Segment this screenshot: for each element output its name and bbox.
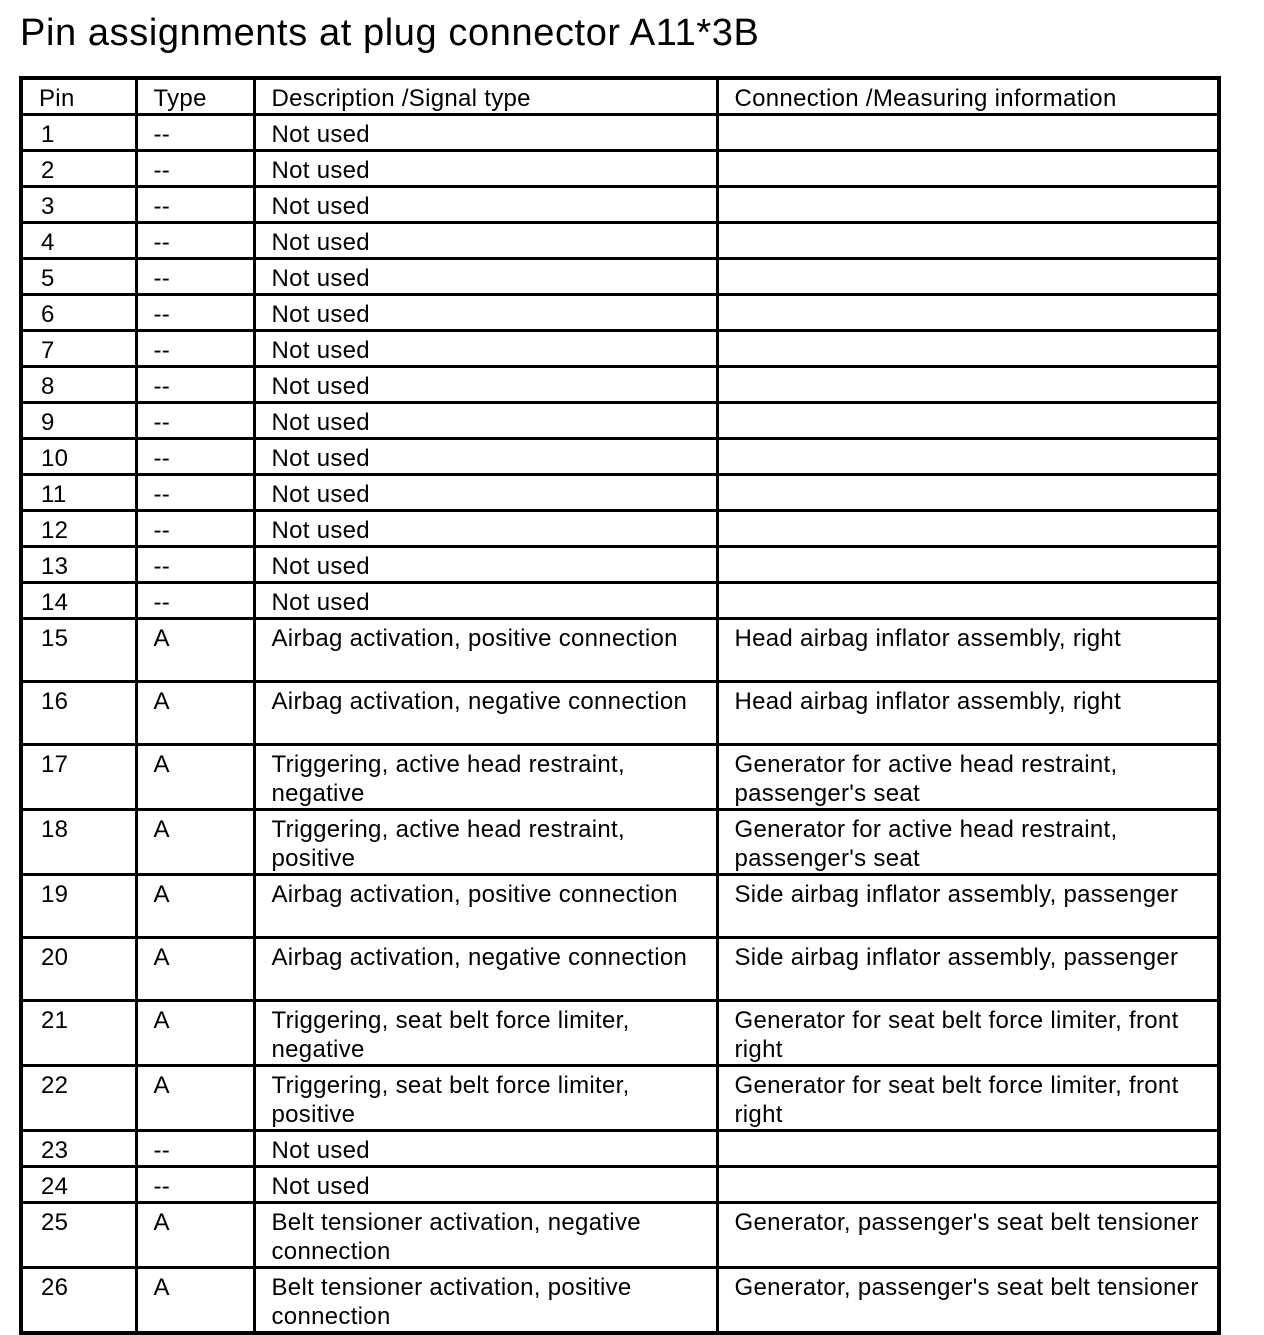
connection-cell: Side airbag inflator assembly, passenger	[717, 938, 1219, 1001]
table-row	[21, 439, 1219, 475]
table-row	[21, 938, 1219, 1001]
type-cell: A	[136, 810, 254, 875]
description-cell: Airbag activation, positive connection	[254, 875, 717, 938]
connection-cell	[717, 295, 1219, 331]
connection-cell	[717, 511, 1219, 547]
connection-cell	[717, 439, 1219, 475]
connection-cell	[717, 583, 1219, 619]
type-cell: A	[136, 682, 254, 745]
pin-cell: 5	[21, 259, 136, 295]
pin-cell: 13	[21, 547, 136, 583]
description-cell: Triggering, seat belt force limiter, negative	[254, 1001, 717, 1066]
connection-cell	[717, 367, 1219, 403]
connection-cell: Generator for seat belt force limiter, front right	[717, 1001, 1219, 1066]
pin-cell: 20	[21, 938, 136, 1001]
type-cell: --	[136, 583, 254, 619]
table-row	[21, 1203, 1219, 1268]
description-cell: Not used	[254, 547, 717, 583]
pin-cell: 12	[21, 511, 136, 547]
description-cell: Not used	[254, 331, 717, 367]
description-cell: Not used	[254, 439, 717, 475]
pin-cell: 23	[21, 1131, 136, 1167]
table-row	[21, 1066, 1219, 1131]
description-cell: Airbag activation, negative connection	[254, 938, 717, 1001]
table-row	[21, 115, 1219, 151]
pin-cell: 19	[21, 875, 136, 938]
table-row	[21, 511, 1219, 547]
description-cell: Not used	[254, 367, 717, 403]
table-row	[21, 1167, 1219, 1203]
description-cell: Not used	[254, 151, 717, 187]
description-cell: Not used	[254, 475, 717, 511]
connection-cell: Generator, passenger's seat belt tensioner	[717, 1268, 1219, 1334]
connection-cell	[717, 1131, 1219, 1167]
connection-cell: Side airbag inflator assembly, passenger	[717, 875, 1219, 938]
connection-cell: Head airbag inflator assembly, right	[717, 682, 1219, 745]
type-cell: --	[136, 511, 254, 547]
pin-cell: 22	[21, 1066, 136, 1131]
pin-cell: 4	[21, 223, 136, 259]
connection-cell: Generator, passenger's seat belt tensioner	[717, 1203, 1219, 1268]
pin-cell: 11	[21, 475, 136, 511]
pin-cell: 21	[21, 1001, 136, 1066]
connection-cell	[717, 151, 1219, 187]
pin-cell: 6	[21, 295, 136, 331]
table-row	[21, 745, 1219, 810]
connection-cell	[717, 331, 1219, 367]
table-row	[21, 331, 1219, 367]
type-cell: A	[136, 745, 254, 810]
pin-cell: 14	[21, 583, 136, 619]
description-cell: Not used	[254, 1131, 717, 1167]
pin-cell: 17	[21, 745, 136, 810]
description-cell: Triggering, active head restraint, positive	[254, 810, 717, 875]
description-cell: Airbag activation, positive connection	[254, 619, 717, 682]
pin-cell: 8	[21, 367, 136, 403]
table-row	[21, 1131, 1219, 1167]
description-cell: Belt tensioner activation, negative connection	[254, 1203, 717, 1268]
description-cell: Triggering, seat belt force limiter, positive	[254, 1066, 717, 1131]
table-row	[21, 1001, 1219, 1066]
table-row	[21, 367, 1219, 403]
type-cell: A	[136, 875, 254, 938]
header-description: Description /Signal type	[254, 78, 717, 115]
connection-cell	[717, 547, 1219, 583]
type-cell: --	[136, 1131, 254, 1167]
description-cell: Not used	[254, 115, 717, 151]
table-row	[21, 223, 1219, 259]
table-row	[21, 151, 1219, 187]
type-cell: A	[136, 1268, 254, 1334]
pin-cell: 24	[21, 1167, 136, 1203]
pin-cell: 25	[21, 1203, 136, 1268]
connection-cell	[717, 115, 1219, 151]
header-pin: Pin	[21, 78, 136, 115]
pin-cell: 16	[21, 682, 136, 745]
table-row	[21, 403, 1219, 439]
pin-cell: 1	[21, 115, 136, 151]
type-cell: --	[136, 151, 254, 187]
type-cell: --	[136, 115, 254, 151]
table-row	[21, 187, 1219, 223]
pin-cell: 18	[21, 810, 136, 875]
type-cell: --	[136, 295, 254, 331]
page-title: Pin assignments at plug connector A11*3B	[20, 12, 760, 54]
type-cell: --	[136, 223, 254, 259]
connection-cell	[717, 223, 1219, 259]
description-cell: Triggering, active head restraint, negative	[254, 745, 717, 810]
table-header-row	[21, 78, 1219, 115]
header-connection: Connection /Measuring information	[717, 78, 1219, 115]
type-cell: --	[136, 1167, 254, 1203]
type-cell: A	[136, 1001, 254, 1066]
connection-cell: Head airbag inflator assembly, right	[717, 619, 1219, 682]
table-row	[21, 583, 1219, 619]
connection-cell	[717, 403, 1219, 439]
connection-cell	[717, 187, 1219, 223]
description-cell: Not used	[254, 187, 717, 223]
type-cell: A	[136, 938, 254, 1001]
pin-assignment-table	[19, 76, 1221, 1335]
description-cell: Not used	[254, 511, 717, 547]
description-cell: Belt tensioner activation, positive connection	[254, 1268, 717, 1334]
pin-cell: 3	[21, 187, 136, 223]
type-cell: A	[136, 1203, 254, 1268]
pin-cell: 15	[21, 619, 136, 682]
pin-cell: 9	[21, 403, 136, 439]
type-cell: --	[136, 187, 254, 223]
header-type: Type	[136, 78, 254, 115]
connection-cell: Generator for active head restraint, passenger's seat	[717, 745, 1219, 810]
table-row	[21, 875, 1219, 938]
table-row	[21, 1268, 1219, 1334]
connection-cell: Generator for active head restraint, passenger's seat	[717, 810, 1219, 875]
connection-cell: Generator for seat belt force limiter, front right	[717, 1066, 1219, 1131]
type-cell: A	[136, 1066, 254, 1131]
pin-cell: 2	[21, 151, 136, 187]
type-cell: --	[136, 475, 254, 511]
description-cell: Not used	[254, 1167, 717, 1203]
type-cell: --	[136, 331, 254, 367]
description-cell: Airbag activation, negative connection	[254, 682, 717, 745]
table-row	[21, 682, 1219, 745]
description-cell: Not used	[254, 295, 717, 331]
table-row	[21, 810, 1219, 875]
connection-cell	[717, 259, 1219, 295]
description-cell: Not used	[254, 583, 717, 619]
type-cell: A	[136, 619, 254, 682]
pin-cell: 10	[21, 439, 136, 475]
table-row	[21, 259, 1219, 295]
type-cell: --	[136, 439, 254, 475]
connection-cell	[717, 1167, 1219, 1203]
table-row	[21, 547, 1219, 583]
type-cell: --	[136, 367, 254, 403]
type-cell: --	[136, 403, 254, 439]
description-cell: Not used	[254, 223, 717, 259]
description-cell: Not used	[254, 259, 717, 295]
pin-cell: 7	[21, 331, 136, 367]
table-row	[21, 619, 1219, 682]
table-row	[21, 295, 1219, 331]
table-row	[21, 475, 1219, 511]
description-cell: Not used	[254, 403, 717, 439]
type-cell: --	[136, 547, 254, 583]
connection-cell	[717, 475, 1219, 511]
type-cell: --	[136, 259, 254, 295]
pin-cell: 26	[21, 1268, 136, 1334]
